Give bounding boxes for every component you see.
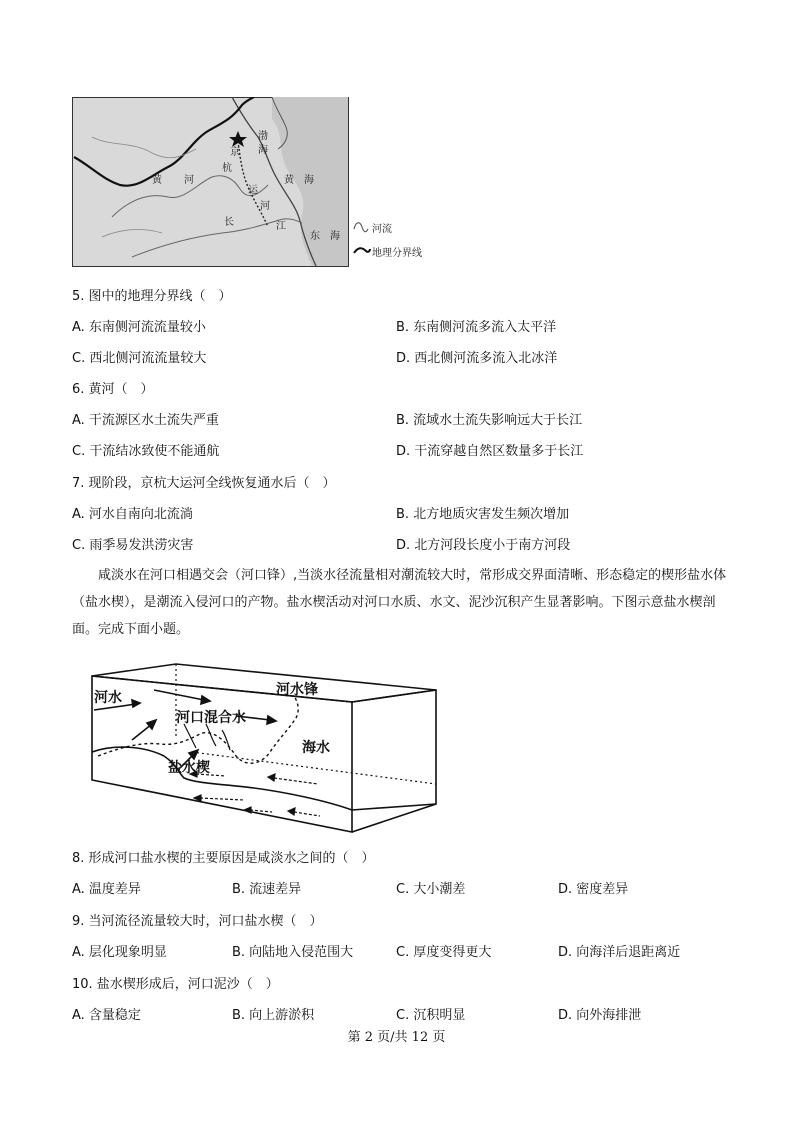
river-front-label: 河水锋 [276,682,318,698]
map-label-bohai-1: 渤 [258,131,268,142]
question-5-option-b[interactable]: B. 东南侧河流多流入太平洋 [396,320,557,335]
river-water-label: 河水 [94,690,122,706]
question-10-option-d[interactable]: D. 向外海排泄 [558,1008,642,1023]
question-7-option-c[interactable]: C. 雨季易发洪涝灾害 [72,538,194,553]
salt-wedge-figure [84,660,444,836]
mixed-water-label: 河口混合水 [176,710,246,726]
map-label-huang-sea-1: 黄 [284,175,294,186]
map-label-dong-hai-2: 海 [330,231,340,242]
map-label-huang-river-2: 河 [184,175,194,186]
question-6-option-a[interactable]: A. 干流源区水土流失严重 [72,413,219,428]
map-label-huang-sea-2: 海 [304,175,314,186]
question-5-option-a[interactable]: A. 东南侧河流流量较小 [72,320,206,335]
question-5-option-c[interactable]: C. 西北侧河流流量较大 [72,351,207,366]
question-7-option-a[interactable]: A. 河水自南向北流淌 [72,507,193,522]
question-5-option-d[interactable]: D. 西北侧河流多流入北冰洋 [396,351,558,366]
sea-water-label: 海水 [302,740,330,756]
question-9-option-a[interactable]: A. 层化现象明显 [72,945,167,960]
map-label-he-canal: 河 [260,201,270,212]
boundary-legend-icon [354,248,370,253]
map-label-bohai-2: 海 [258,145,268,156]
question-7-stem: 7. 现阶段，京杭大运河全线恢复通水后（ ） [72,476,336,491]
question-10-stem: 10. 盐水楔形成后，河口泥沙（ ） [72,977,279,992]
page-number-footer: 第 2 页/共 12 页 [347,1030,446,1045]
question-6-option-d[interactable]: D. 干流穿越自然区数量多于长江 [396,444,584,459]
question-10-option-a[interactable]: A. 含量稳定 [72,1008,141,1023]
map-label-dong-hai-1: 东 [310,231,320,242]
legend-river-label: 河流 [372,224,392,235]
question-9-option-d[interactable]: D. 向海洋后退距离近 [558,945,681,960]
map-label-yun: 运 [248,185,258,196]
question-8-option-c[interactable]: C. 大小潮差 [396,882,466,897]
question-10-option-c[interactable]: C. 沉积明显 [396,1008,466,1023]
river-legend-icon [354,223,368,232]
question-8-option-a[interactable]: A. 温度差异 [72,882,141,897]
question-7-option-b[interactable]: B. 北方地质灾害发生频次增加 [396,507,570,522]
question-6-option-b[interactable]: B. 流域水土流失影响远大于长江 [396,413,583,428]
question-6-stem: 6. 黄河（ ） [72,382,154,397]
question-6-option-c[interactable]: C. 干流结冰致使不能通航 [72,444,220,459]
passage-text: 咸淡水在河口相遇交会（河口锋）,当淡水径流量相对潮流较大时，常形成交界面清晰、形态稳定的楔形盐水体（盐水楔），是潮流入侵河口的产物。盐水楔活动对河口水质、水文、泥沙沉积产生显著影响。下图示意盐水楔剖面。完成下面小题。 [72,568,727,637]
question-5-stem: 5. 图中的地理分界线（ ） [72,289,232,304]
river-bed-line [92,747,436,810]
question-8-option-d[interactable]: D. 密度差异 [558,882,629,897]
china-map-figure [72,97,434,267]
salt-wedge-label: 盐水楔 [168,760,210,776]
question-8-stem: 8. 形成河口盐水楔的主要原因是咸淡水之间的（ ） [72,851,375,866]
map-label-hang: 杭 [222,163,232,174]
question-9-option-c[interactable]: C. 厚度变得更大 [396,945,492,960]
map-label-chang-2: 江 [276,221,286,232]
question-8-option-b[interactable]: B. 流速差异 [232,882,302,897]
map-label-huang-river-1: 黄 [152,175,162,186]
question-7-option-d[interactable]: D. 北方河段长度小于南方河段 [396,538,571,553]
legend-boundary-label: 地理分界线 [372,248,422,259]
question-9-stem: 9. 当河流径流量较大时，河口盐水楔（ ） [72,914,323,929]
question-9-option-b[interactable]: B. 向陆地入侵范围大 [232,945,354,960]
map-label-chang-1: 长 [224,217,234,228]
question-10-option-b[interactable]: B. 向上游淤积 [232,1008,315,1023]
map-label-jing: 京 [230,147,240,158]
